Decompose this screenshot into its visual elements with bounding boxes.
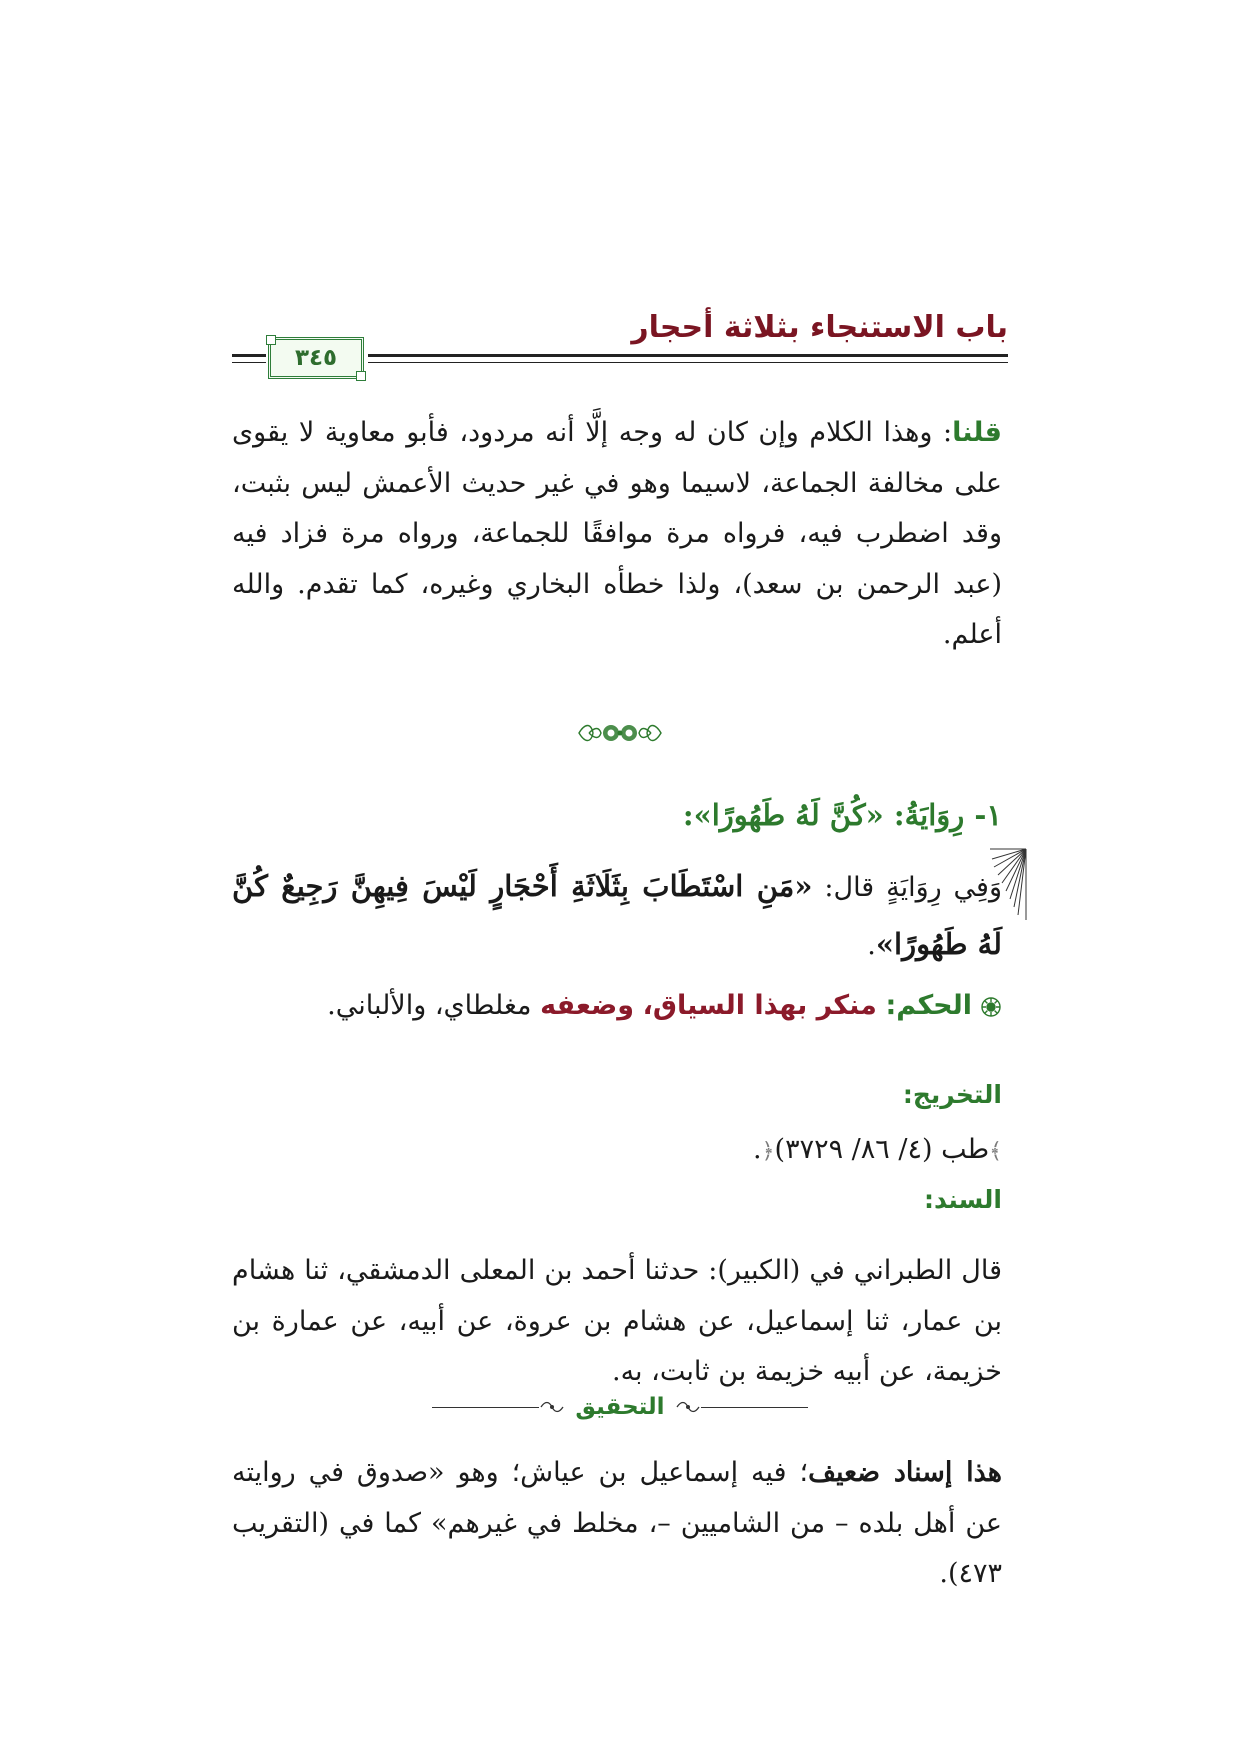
ruling-line	[327, 990, 1002, 1021]
flower-bullet-icon	[980, 996, 1002, 1018]
page-number: ٣٤٥	[294, 345, 338, 371]
weakened-label: وضعفه	[540, 990, 634, 1021]
section-heading	[683, 798, 1002, 832]
takhrij-text: طب (٤/ ٨٦/ ٣٧٢٩)	[774, 1134, 990, 1165]
chapter-title: باب الاستنجاء بثلاثة أحجار	[631, 310, 1008, 345]
header-rule-left	[232, 354, 266, 357]
ruling-label: الحكم:	[885, 990, 972, 1021]
ruling-verdict: منكر بهذا السياق،	[642, 990, 877, 1021]
takhrij-end: .	[753, 1134, 762, 1165]
header-rule-left-thin	[232, 362, 266, 363]
sanad-text: قال الطبراني في (الكبير): حدثنا أحمد بن المعلى الدمشقي، ثنا هشام بن عمار، ثنا إسماعيل، عن هشام بن عروة، عن أبيه، عن عمارة بن خزيمة، عن أبيه خزيمة بن ثابت، به.	[232, 1255, 1002, 1387]
tahqiq-text: ؛ فيه إسماعيل بن عياش؛ وهو «صدوق في روايته عن أهل بلده – من الشاميين –، مخلط في غيرهم» كما في (التقريب ٤٧٣).	[232, 1457, 1002, 1589]
section-heading-text: رِوَايَةُ: «كُنَّ لَهُ طَهُورًا»:	[682, 798, 965, 832]
hadith-text	[232, 858, 1002, 974]
tahqiq-paragraph	[232, 1448, 1002, 1600]
divider-line-right	[701, 1407, 808, 1408]
ruling-rest: مغلطاي، والألباني.	[327, 990, 541, 1021]
hadith-quote: «مَنِ اسْتَطَابَ بِثَلَاثَةِ أَحْجَارٍ لَيْسَ فِيهِنَّ رَجِيعٌ كُنَّ لَهُ طَهُورًا»	[232, 869, 1002, 961]
header-rule-right-thin	[368, 362, 1008, 363]
takhrij-label: التخريج:	[902, 1080, 1002, 1109]
divider-line-left	[432, 1407, 539, 1408]
hadith-prefix: وَفِي رِوَايَةٍ قال:	[812, 872, 1002, 903]
hadith-end: .	[867, 930, 876, 961]
intro-text: وهذا الكلام وإن كان له وجه إلَّا أنه مردود، فأبو معاوية لا يقوى على مخالفة الجماعة، لاسيما وهو في غير حديث الأعمش ليس بثبت، وقد اضطرب فيه، فرواه مرة موافقًا للجماعة، ورواه مرة فزاد فيه (عبد الرحمن بن سعد)، ولذا خطأه البخاري وغيره، كما تقدم. والله أعلم.	[232, 417, 1002, 650]
scroll-flourish-icon	[675, 1400, 701, 1414]
takhrij-line	[753, 1134, 1002, 1165]
header-rule-right	[368, 354, 1008, 357]
close-bracket: ﴿	[761, 1139, 775, 1164]
sanad-paragraph	[232, 1246, 1002, 1398]
intro-colon: :	[943, 417, 953, 448]
scroll-flourish-icon	[539, 1400, 565, 1414]
section-number: ١-	[974, 798, 1002, 832]
floral-ornament-icon	[575, 718, 665, 748]
sanad-label: السند:	[923, 1185, 1002, 1214]
intro-paragraph	[232, 408, 1002, 661]
page-number-frame	[268, 337, 364, 379]
intro-label: قلنا	[952, 417, 1002, 448]
tahqiq-title: التحقيق	[575, 1394, 665, 1420]
open-bracket: ﴾	[989, 1139, 1002, 1164]
tahqiq-bold: هذا إسناد ضعيف	[808, 1457, 1002, 1488]
tahqiq-divider	[432, 1390, 808, 1424]
